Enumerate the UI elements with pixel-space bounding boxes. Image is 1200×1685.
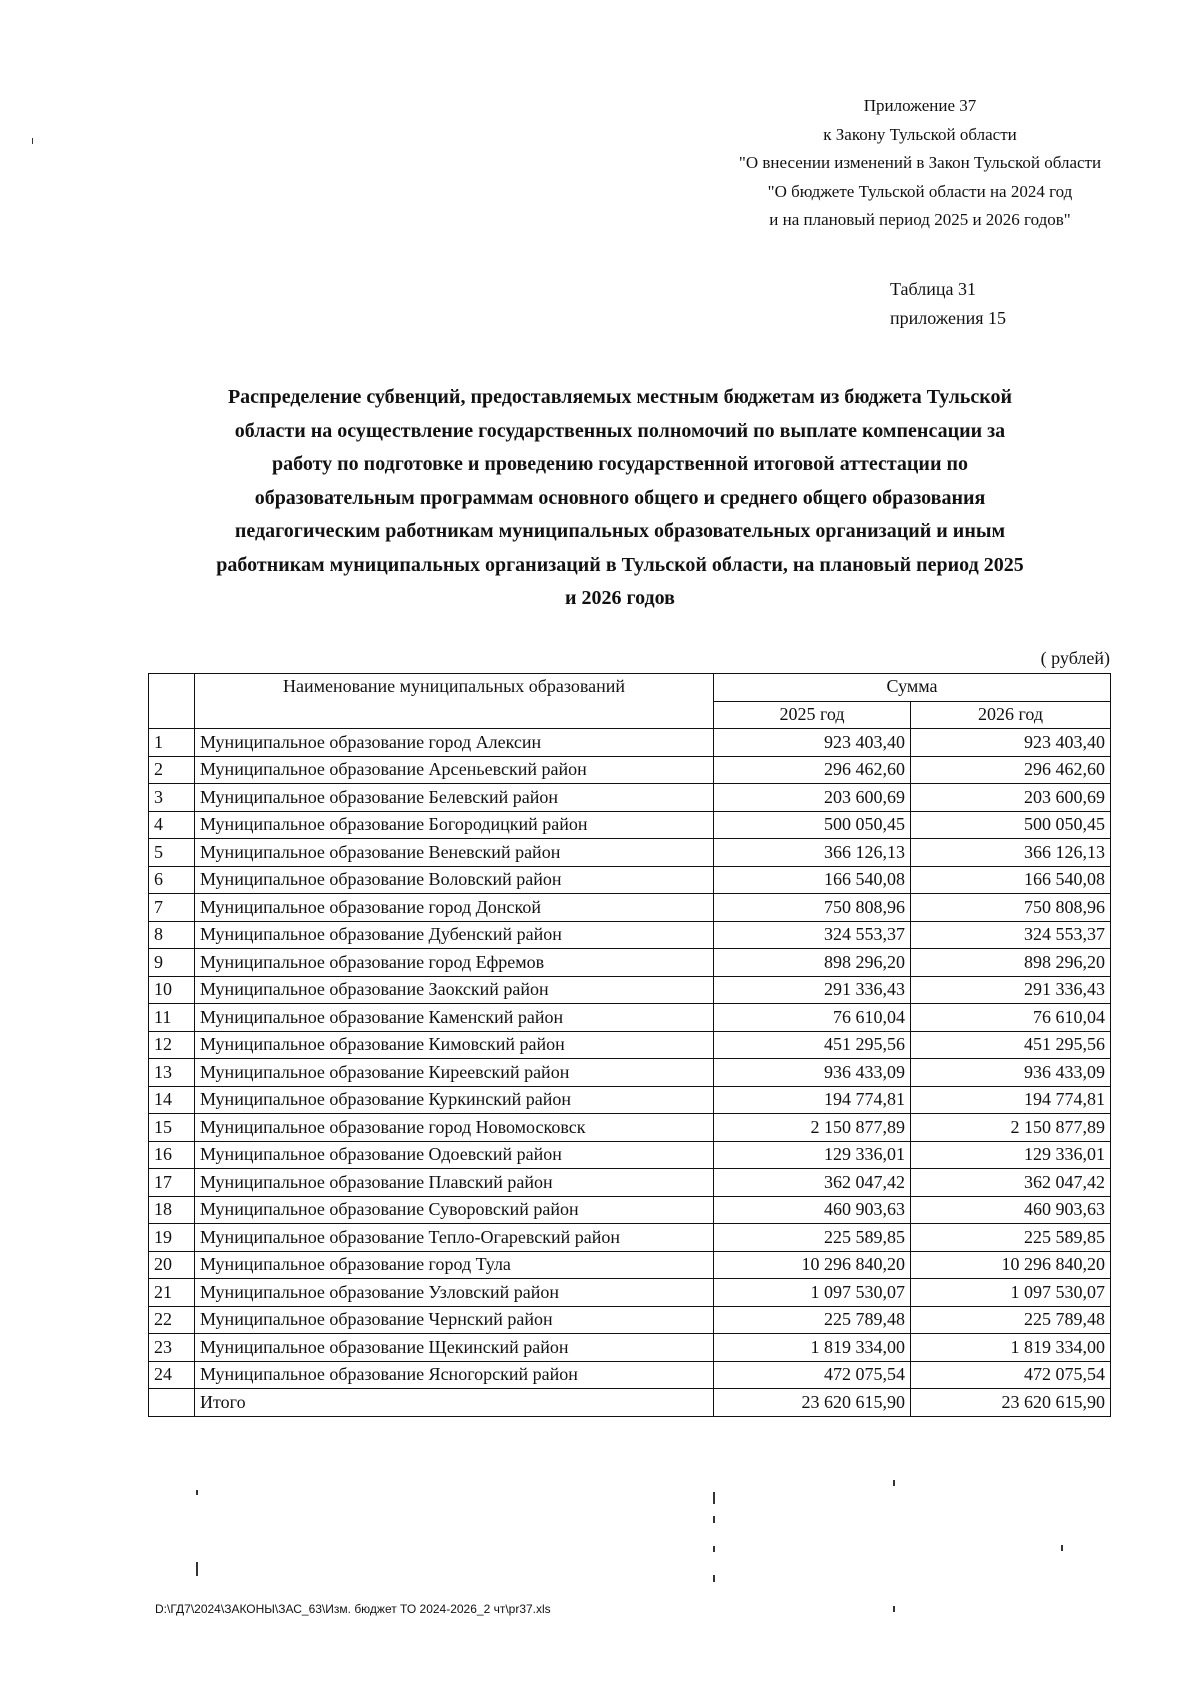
row-number-cell: 5 xyxy=(149,839,195,867)
amount-2026-cell: 166 540,08 xyxy=(911,866,1111,894)
municipality-name-cell: Муниципальное образование Узловский район xyxy=(195,1279,714,1307)
table-row xyxy=(149,1306,1111,1334)
amount-2026-cell: 324 553,37 xyxy=(911,921,1111,949)
municipality-name-cell: Муниципальное образование Чернский район xyxy=(195,1306,714,1334)
table-row xyxy=(149,1004,1111,1032)
title-line: работу по подготовке и проведению государственной итоговой аттестации по xyxy=(271,453,968,475)
row-number-cell: 3 xyxy=(149,784,195,812)
file-path-footer: D:\ГД7\2024\ЗАКОНЫ\ЗАС_63\Изм. бюджет ТО 2024-2026_2 чт\pr37.xls xyxy=(155,1602,551,1616)
title-line: образовательным программам основного общего и среднего общего образования xyxy=(254,486,986,509)
table-row xyxy=(149,784,1111,812)
amount-2026-cell: 750 808,96 xyxy=(911,894,1111,922)
table-row xyxy=(149,1361,1111,1389)
table-row xyxy=(149,866,1111,894)
amount-2026-cell: 1 097 530,07 xyxy=(911,1279,1111,1307)
amount-2025-cell: 203 600,69 xyxy=(714,784,911,812)
table-row xyxy=(149,1334,1111,1362)
amount-2025-cell: 460 903,63 xyxy=(714,1196,911,1224)
scan-speck xyxy=(196,1490,198,1495)
table-row xyxy=(149,1086,1111,1114)
amount-2025-cell: 923 403,40 xyxy=(714,729,911,757)
amount-2025-cell: 225 589,85 xyxy=(714,1224,911,1252)
table-header-row xyxy=(149,674,1111,702)
header-2025-cell: 2025 год xyxy=(714,701,911,729)
amount-2025-cell: 76 610,04 xyxy=(714,1004,911,1032)
municipality-name-cell: Муниципальное образование Богородицкий район xyxy=(195,811,714,839)
table-row xyxy=(149,1031,1111,1059)
amount-2026-cell: 898 296,20 xyxy=(911,949,1111,977)
scan-speck xyxy=(1061,1545,1063,1551)
municipality-name-cell: Муниципальное образование город Новомосковск xyxy=(195,1114,714,1142)
row-number-cell: 7 xyxy=(149,894,195,922)
amount-2026-cell: 2 150 877,89 xyxy=(911,1114,1111,1142)
amount-2026-cell: 76 610,04 xyxy=(911,1004,1111,1032)
table-row xyxy=(149,921,1111,949)
row-number-cell: 2 xyxy=(149,756,195,784)
row-number-cell: 23 xyxy=(149,1334,195,1362)
scan-speck xyxy=(713,1492,715,1504)
scan-speck xyxy=(893,1480,895,1486)
table-row xyxy=(149,1141,1111,1169)
table-row xyxy=(149,949,1111,977)
municipality-name-cell: Муниципальное образование Одоевский район xyxy=(195,1141,714,1169)
table-body xyxy=(149,729,1111,1417)
municipality-name-cell: Муниципальное образование Плавский район xyxy=(195,1169,714,1197)
municipality-name-cell: Муниципальное образование Веневский район xyxy=(195,839,714,867)
amount-2026-cell: 129 336,01 xyxy=(911,1141,1111,1169)
subventions-table xyxy=(148,673,1111,1417)
title-line: работникам муниципальных организаций в Тульской области, на плановый период 2025 xyxy=(216,553,1024,576)
municipality-name-cell: Муниципальное образование Кимовский район xyxy=(195,1031,714,1059)
header-line: к Закону Тульской области xyxy=(823,124,1017,144)
amount-2025-cell: 2 150 877,89 xyxy=(714,1114,911,1142)
row-number-cell: 21 xyxy=(149,1279,195,1307)
scan-speck xyxy=(713,1516,715,1523)
amount-2026-cell: 500 050,45 xyxy=(911,811,1111,839)
row-number-cell: 24 xyxy=(149,1361,195,1389)
row-number-cell: 10 xyxy=(149,976,195,1004)
appendix-header xyxy=(700,92,1140,235)
municipality-name-cell: Муниципальное образование Каменский район xyxy=(195,1004,714,1032)
municipality-name-cell: Муниципальное образование город Донской xyxy=(195,894,714,922)
amount-2026-cell: 472 075,54 xyxy=(911,1361,1111,1389)
row-number-cell: 19 xyxy=(149,1224,195,1252)
row-number-cell: 6 xyxy=(149,866,195,894)
amount-2026-cell: 362 047,42 xyxy=(911,1169,1111,1197)
municipality-name-cell: Муниципальное образование Дубенский район xyxy=(195,921,714,949)
header-line: "О внесении изменений в Закон Тульской области xyxy=(738,153,1102,172)
title-line: области на осуществление государственных полномочий по выплате компенсации за xyxy=(234,419,1006,442)
table-reference xyxy=(890,275,1006,333)
amount-2025-cell: 324 553,37 xyxy=(714,921,911,949)
municipality-name-cell: Муниципальное образование Щекинский район xyxy=(195,1334,714,1362)
row-number-cell: 20 xyxy=(149,1251,195,1279)
total-row xyxy=(149,1389,1111,1417)
amount-2025-cell: 10 296 840,20 xyxy=(714,1251,911,1279)
title-line: Распределение субвенций, предоставляемых местным бюджетам из бюджета Тульской xyxy=(227,386,1013,408)
amount-2026-cell: 225 589,85 xyxy=(911,1224,1111,1252)
amount-2025-cell: 225 789,48 xyxy=(714,1306,911,1334)
amount-2026-cell: 460 903,63 xyxy=(911,1196,1111,1224)
table-row xyxy=(149,1224,1111,1252)
amount-2026-cell: 10 296 840,20 xyxy=(911,1251,1111,1279)
municipality-name-cell: Муниципальное образование Тепло-Огаревский район xyxy=(195,1224,714,1252)
amount-2025-cell: 296 462,60 xyxy=(714,756,911,784)
amount-2025-cell: 750 808,96 xyxy=(714,894,911,922)
scan-speck xyxy=(713,1575,715,1582)
appendix-number: приложения 15 xyxy=(890,308,1007,328)
amount-2026-cell: 203 600,69 xyxy=(911,784,1111,812)
amount-2025-cell: 472 075,54 xyxy=(714,1361,911,1389)
table-row xyxy=(149,1251,1111,1279)
table-row xyxy=(149,1169,1111,1197)
table-row xyxy=(149,756,1111,784)
header-line: и на плановый период 2025 и 2026 годов" xyxy=(769,210,1071,229)
municipality-name-cell: Муниципальное образование Белевский район xyxy=(195,784,714,812)
row-number-cell: 14 xyxy=(149,1086,195,1114)
amount-2026-cell: 23 620 615,90 xyxy=(911,1389,1111,1417)
table-row xyxy=(149,894,1111,922)
scan-speck xyxy=(32,138,33,144)
row-number-cell: 13 xyxy=(149,1059,195,1087)
amount-2025-cell: 166 540,08 xyxy=(714,866,911,894)
table-row xyxy=(149,729,1111,757)
table-number: Таблица 31 xyxy=(890,279,976,299)
scan-speck xyxy=(893,1606,895,1612)
table-row xyxy=(149,1196,1111,1224)
table-row xyxy=(149,976,1111,1004)
row-number-cell: 8 xyxy=(149,921,195,949)
municipality-name-cell: Муниципальное образование Куркинский район xyxy=(195,1086,714,1114)
table-row xyxy=(149,1059,1111,1087)
table-row xyxy=(149,1279,1111,1307)
municipality-name-cell: Муниципальное образование город Алексин xyxy=(195,729,714,757)
municipality-name-cell: Итого xyxy=(195,1389,714,1417)
amount-2026-cell: 936 433,09 xyxy=(911,1059,1111,1087)
amount-2026-cell: 1 819 334,00 xyxy=(911,1334,1111,1362)
table-row xyxy=(149,1114,1111,1142)
row-number-cell: 11 xyxy=(149,1004,195,1032)
scan-speck xyxy=(713,1546,715,1552)
amount-2025-cell: 898 296,20 xyxy=(714,949,911,977)
row-number-cell: 22 xyxy=(149,1306,195,1334)
amount-2025-cell: 362 047,42 xyxy=(714,1169,911,1197)
table-row xyxy=(149,811,1111,839)
amount-2026-cell: 291 336,43 xyxy=(911,976,1111,1004)
row-number-cell xyxy=(149,1389,195,1417)
table-row xyxy=(149,839,1111,867)
row-number-cell: 12 xyxy=(149,1031,195,1059)
title-line: педагогическим работникам муниципальных образовательных организаций и иным xyxy=(234,520,1006,542)
header-line: "О бюджете Тульской области на 2024 год xyxy=(767,181,1073,201)
amount-2025-cell: 1 097 530,07 xyxy=(714,1279,911,1307)
amount-2025-cell: 23 620 615,90 xyxy=(714,1389,911,1417)
row-number-cell: 18 xyxy=(149,1196,195,1224)
amount-2025-cell: 1 819 334,00 xyxy=(714,1334,911,1362)
amount-2026-cell: 923 403,40 xyxy=(911,729,1111,757)
row-number-cell: 4 xyxy=(149,811,195,839)
municipality-name-cell: Муниципальное образование Суворовский район xyxy=(195,1196,714,1224)
municipality-name-cell: Муниципальное образование Арсеньевский район xyxy=(195,756,714,784)
amount-2025-cell: 291 336,43 xyxy=(714,976,911,1004)
amount-2025-cell: 500 050,45 xyxy=(714,811,911,839)
row-number-cell: 9 xyxy=(149,949,195,977)
header-name-cell: Наименование муниципальных образований xyxy=(195,674,714,729)
amount-2025-cell: 194 774,81 xyxy=(714,1086,911,1114)
scan-speck xyxy=(196,1562,198,1576)
municipality-name-cell: Муниципальное образование город Тула xyxy=(195,1251,714,1279)
amount-2025-cell: 936 433,09 xyxy=(714,1059,911,1087)
amount-2025-cell: 366 126,13 xyxy=(714,839,911,867)
amount-2026-cell: 194 774,81 xyxy=(911,1086,1111,1114)
header-2026-cell: 2026 год xyxy=(911,701,1111,729)
amount-2026-cell: 225 789,48 xyxy=(911,1306,1111,1334)
header-number-cell xyxy=(149,674,195,729)
row-number-cell: 16 xyxy=(149,1141,195,1169)
header-line: Приложение 37 xyxy=(863,96,977,115)
municipality-name-cell: Муниципальное образование Киреевский район xyxy=(195,1059,714,1087)
units-label: ( рублей) xyxy=(1040,648,1110,668)
amount-2026-cell: 296 462,60 xyxy=(911,756,1111,784)
amount-2025-cell: 129 336,01 xyxy=(714,1141,911,1169)
title-line: и 2026 годов xyxy=(565,587,675,609)
municipality-name-cell: Муниципальное образование Заокский район xyxy=(195,976,714,1004)
row-number-cell: 15 xyxy=(149,1114,195,1142)
document-title xyxy=(150,381,1090,616)
amount-2026-cell: 366 126,13 xyxy=(911,839,1111,867)
row-number-cell: 17 xyxy=(149,1169,195,1197)
header-sum-cell: Сумма xyxy=(714,674,1111,702)
municipality-name-cell: Муниципальное образование город Ефремов xyxy=(195,949,714,977)
amount-2025-cell: 451 295,56 xyxy=(714,1031,911,1059)
municipality-name-cell: Муниципальное образование Ясногорский район xyxy=(195,1361,714,1389)
amount-2026-cell: 451 295,56 xyxy=(911,1031,1111,1059)
row-number-cell: 1 xyxy=(149,729,195,757)
municipality-name-cell: Муниципальное образование Воловский район xyxy=(195,866,714,894)
